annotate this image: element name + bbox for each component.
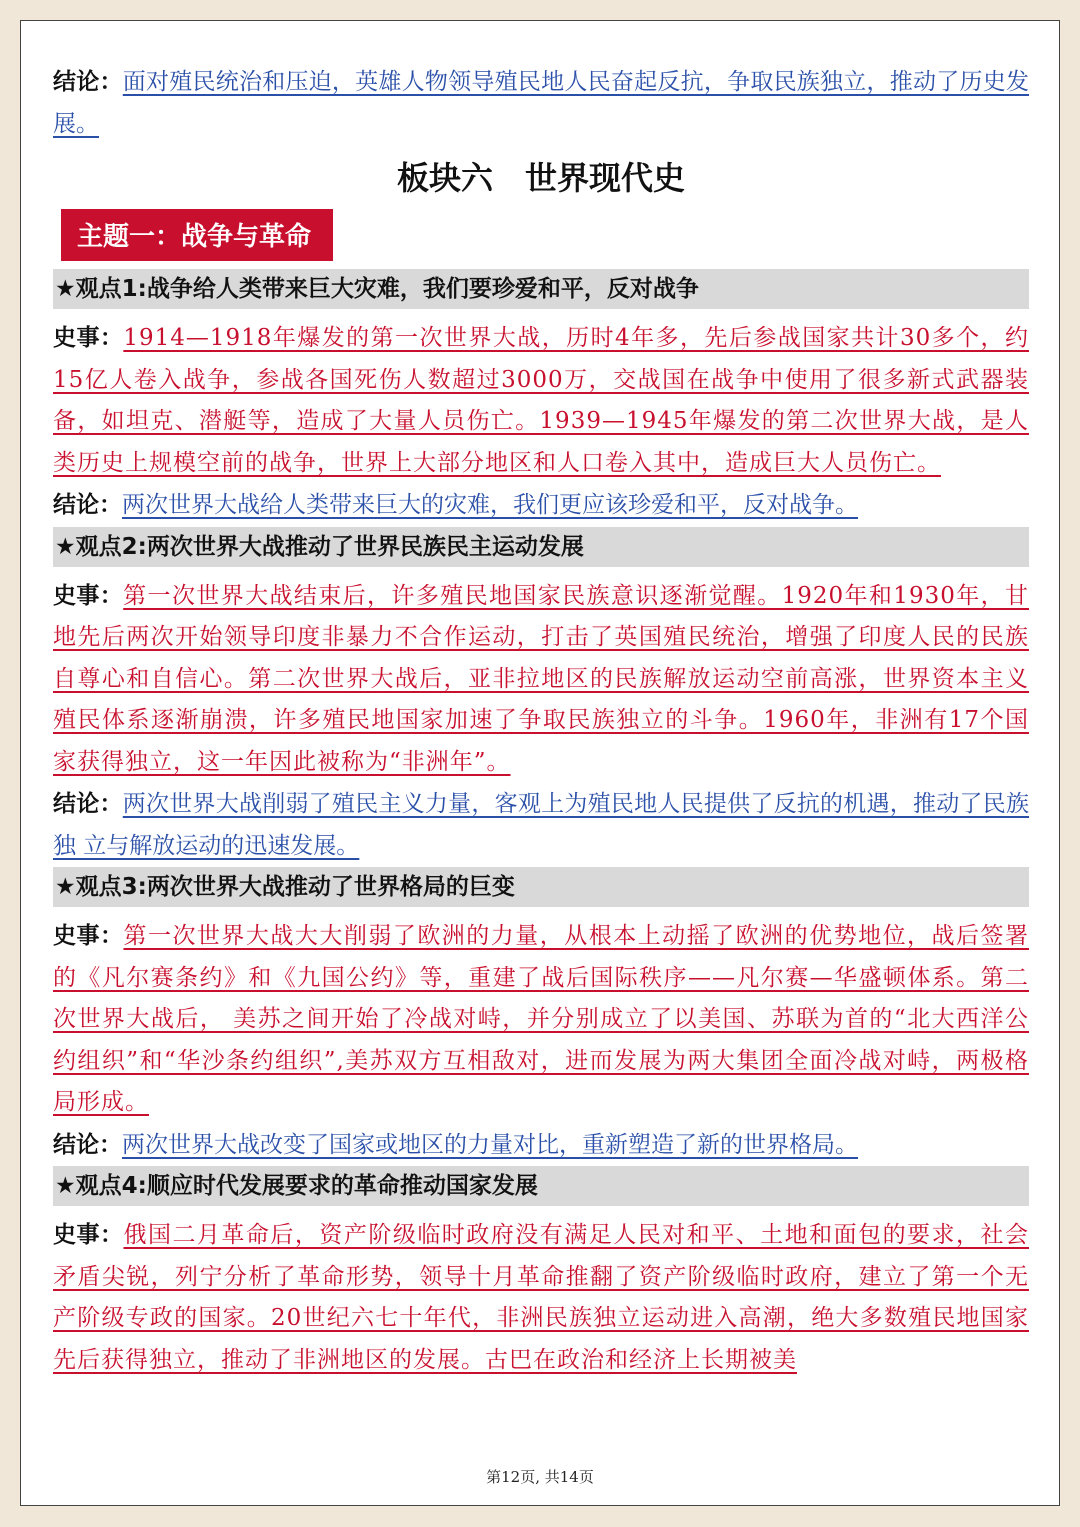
- conclusion-label: 结论：: [53, 1130, 122, 1158]
- history-text: 1914—1918年爆发的第一次世界大战，历时4年多，先后参战国家共计30多个，约15亿人卷入战争，参战各国死伤人数超过3000万，交战国在战争中使用了很多新式武器装备，如坦克、潜艇等，造成了大量人员伤亡。1939—1945年爆发的第二次世界大战，是人类历史上规模空前的战争，世界上大部分地区和人口卷入其中，造成巨大人员伤亡。: [53, 325, 1029, 476]
- history-text: 俄国二月革命后，资产阶级临时政府没有满足人民对和平、土地和面包的要求，社会矛盾尖锐，列宁分析了革命形势，领导十月革命推翻了资产阶级临时政府，建立了第一个无产阶级专政的国家。20世纪六七十年代，非洲民族独立运动进入高潮，绝大多数殖民地国家先后获得独立，推动了非洲地区的发展。古巴在政治和经济上长期被美: [53, 1222, 1030, 1373]
- history-label: 史事：: [53, 581, 124, 609]
- history-label: 史事：: [53, 324, 124, 351]
- conclusion-text: 两次世界大战削弱了殖民主义力量，客观上为殖民地人民提供了反抗的机遇，推动了民族独 立与解放运动的迅速发展。: [53, 791, 1030, 859]
- history-text: 第一次世界大战大大削弱了欧洲的力量，从根本上动摇了欧洲的优势地位，战后签署的《凡尔赛条约》和《九国公约》等，重建了战后国际秩序——凡尔赛—华盛顿体系。第二次世界大战后， 美苏之间开始了冷战对峙，并分别成立了以美国、苏联为首的“北大西洋公约组织”和“华沙条约组织”,美苏双方互相敌对，进而发展为两大集团全面冷战对峙，两极格局形成。: [53, 923, 1030, 1115]
- history-label: 史事：: [53, 922, 124, 949]
- conclusion-text: 两次世界大战给人类带来巨大的灾难，我们更应该珍爱和平，反对战争。: [122, 492, 858, 518]
- point-heading: ★观点2:两次世界大战推动了世界民族民主运动发展: [53, 527, 1029, 567]
- topic-label: 主题一：战争与革命: [61, 209, 333, 261]
- conclusion-paragraph: [53, 484, 1029, 527]
- page-footer: 第12页, 共14页: [486, 1468, 594, 1486]
- conclusion-label: 结论：: [53, 68, 123, 95]
- document-page: [20, 20, 1060, 1506]
- conclusion-paragraph: [53, 783, 1029, 867]
- history-paragraph: [53, 1214, 1029, 1381]
- conclusion-text: 面对殖民统治和压迫，英雄人物领导殖民地人民奋起反抗，争取民族独立，推动了历史发展。: [53, 69, 1030, 137]
- point-heading: ★观点4:顺应时代发展要求的革命推动国家发展: [53, 1166, 1029, 1206]
- conclusion-text: 两次世界大战改变了国家或地区的力量对比，重新塑造了新的世界格局。: [122, 1131, 858, 1158]
- conclusion-label: 结论：: [53, 790, 123, 817]
- point-heading: ★观点3:两次世界大战推动了世界格局的巨变: [53, 867, 1029, 907]
- page-content: [53, 61, 1029, 1381]
- history-label: 史事：: [53, 1221, 124, 1248]
- point-heading: ★观点1:战争给人类带来巨大灾难，我们要珍爱和平，反对战争: [53, 269, 1029, 309]
- section-title: 板块六 世界现代史: [396, 159, 685, 197]
- history-text: 第一次世界大战结束后，许多殖民地国家民族意识逐渐觉醒。1920年和1930年，甘地先后两次开始领导印度非暴力不合作运动，打击了英国殖民统治，增强了印度人民的民族自尊心和自信心。第二次世界大战后，亚非拉地区的民族解放运动空前高涨，世界资本主义殖民体系逐渐崩溃，许多殖民地国家加速了争取民族独立的斗争。1960年，非洲有17个国家获得独立，这一年因此被称为“非洲年”。: [53, 582, 1029, 775]
- history-paragraph: [53, 575, 1029, 784]
- history-paragraph: [53, 317, 1029, 484]
- top-conclusion: [53, 61, 1029, 145]
- conclusion-label: 结论：: [53, 491, 122, 518]
- conclusion-paragraph: [53, 1124, 1029, 1167]
- history-paragraph: [53, 915, 1029, 1124]
